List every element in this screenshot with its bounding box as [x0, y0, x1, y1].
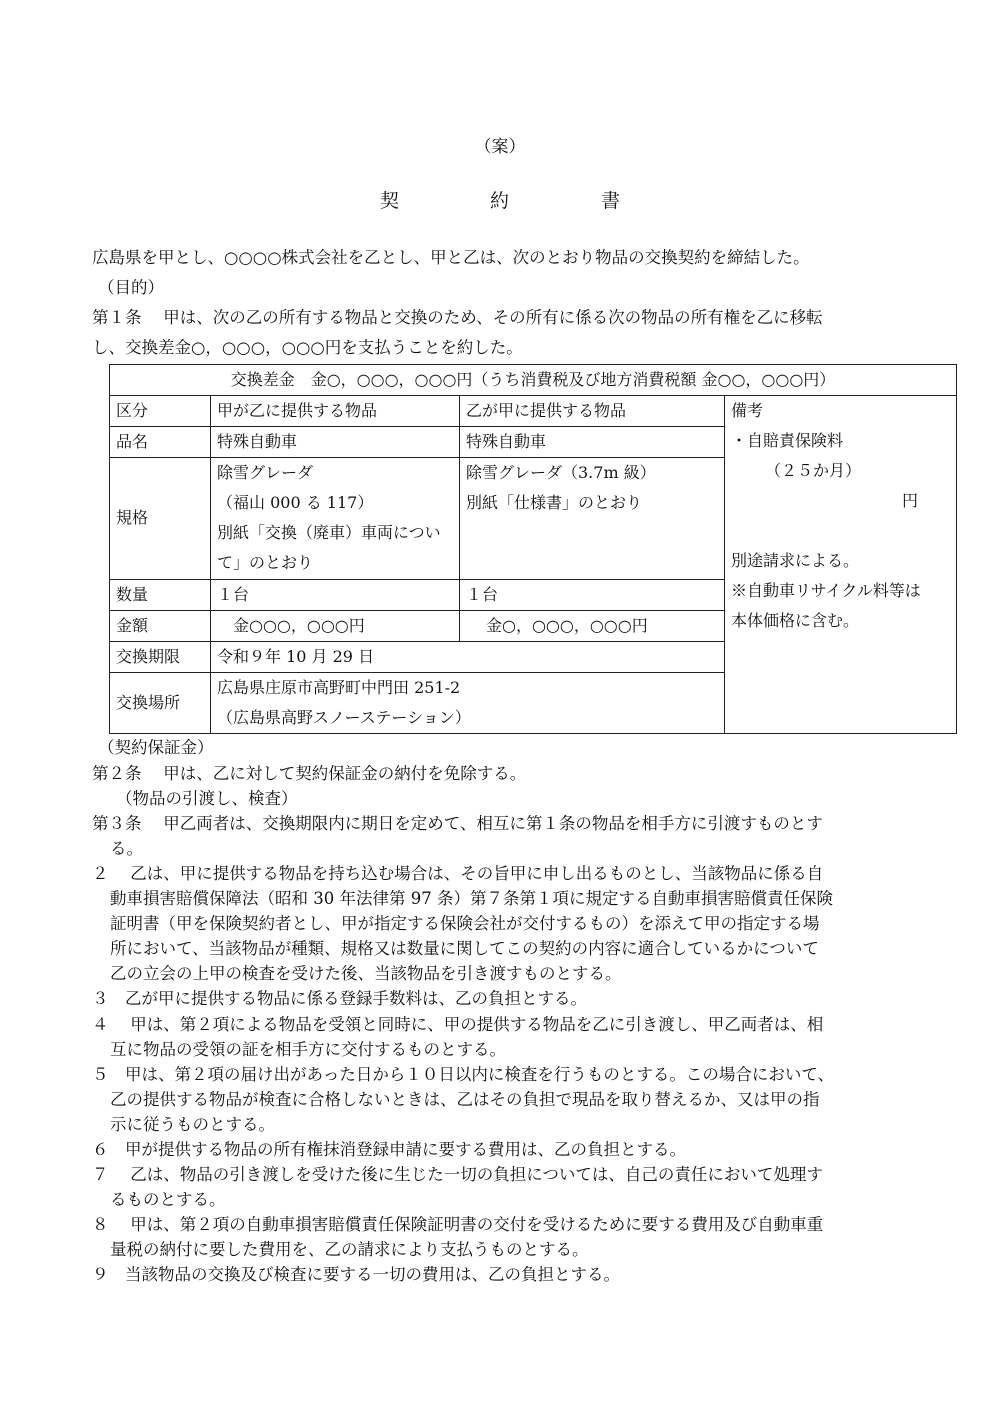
purpose-heading: （目的） [98, 278, 164, 297]
paragraph-6: ６ 甲が提供する物品の所有権抹消登録申請に要する費用は、乙の負担とする。 [92, 1140, 686, 1159]
paragraph-5-line-3: 示に従うものとする。 [110, 1115, 275, 1134]
article-3-line-1: 第３条 甲乙両者は、交換期限内に期日を定めて、相互に第１条の物品を相手方に引渡すものとす [92, 814, 823, 833]
draft-label: （案） [474, 137, 526, 157]
division-label: 区分 [110, 396, 211, 427]
spec-kou-line: て」のとおり [217, 553, 314, 573]
amount-kou: 金○○○，○○○円 [211, 610, 460, 641]
title-char-3: 書 [601, 190, 621, 212]
quantity-kou: １台 [211, 579, 460, 610]
paragraph-5-line-1: ５ 甲は、第２項の届け出があった日から１０日以内に検査を行うものとする。この場合において、 [92, 1065, 835, 1084]
delivery-heading: （物品の引渡し、検査） [116, 789, 298, 808]
article-1-line-2: し、交換差金○，○○○，○○○円を支払うことを約した。 [92, 338, 523, 357]
paragraph-5-line-2: 乙の提供する物品が検査に合格しないときは、乙はその負担で現品を取り替えるか、又は甲の指 [110, 1090, 820, 1109]
paragraph-2-line-3: 証明書（甲を保険契約者とし、甲が指定する保険会社が交付するもの）を添えて甲の指定する場 [110, 914, 820, 933]
remarks-label: 備考 [731, 401, 764, 421]
exchange-difference-header: 交換差金 金○，○○○，○○○円（うち消費税及び地方消費税額 金○○，○○○円） [110, 365, 957, 396]
amount-label: 金額 [110, 610, 211, 641]
name-otsu: 特殊自動車 [460, 427, 725, 458]
remarks-billing: 別途請求による。 [731, 551, 860, 571]
spec-kou-line: 別紙「交換（廃車）車両につい [217, 523, 441, 543]
period-label: 交換期限 [110, 641, 211, 672]
spec-label: 規格 [110, 458, 211, 579]
title-char-1: 契 [380, 190, 400, 212]
paragraph-4-line-2: 互に物品の受領の証を相手方に交付するものとする。 [110, 1040, 506, 1059]
otsu-to-kou-label: 乙が甲に提供する物品 [460, 396, 725, 427]
remarks-cell [725, 396, 957, 734]
exchange-table [109, 364, 957, 734]
period-value: 令和９年 10 月 29 日 [211, 641, 725, 672]
paragraph-2-line-2: 動車損害賠償保障法（昭和 30 年法律第 97 条）第７条第１項に規定する自動車損害賠償責任保険 [110, 889, 833, 908]
remarks-included: 本体価格に含む。 [731, 611, 860, 631]
paragraph-8-line-2: 量税の納付に要した費用を、乙の請求により支払うものとする。 [110, 1240, 589, 1259]
amount-otsu: 金○，○○○，○○○円 [460, 610, 725, 641]
spec-kou-line: （福山 000 る 117） [217, 493, 374, 513]
remarks-insurance: ・自賠責保険料 [731, 431, 844, 451]
title-char-2: 約 [490, 190, 510, 212]
article-3-line-2: る。 [110, 839, 143, 858]
place-value [211, 672, 725, 733]
paragraph-7-line-1: ７ 乙は、物品の引き渡しを受けた後に生じた一切の負担については、自己の責任において処理す [92, 1165, 823, 1184]
remarks-months: （２５か月） [765, 461, 862, 481]
remarks-yen: 円 [901, 491, 918, 511]
place-station: （広島県高野スノーステーション） [217, 707, 471, 727]
quantity-label: 数量 [110, 579, 211, 610]
spec-otsu-line: 別紙「仕様書」のとおり [466, 493, 643, 513]
spec-kou [211, 458, 460, 579]
name-label: 品名 [110, 427, 211, 458]
place-label: 交換場所 [110, 672, 211, 733]
paragraph-2-line-1: ２ 乙は、甲に提供する物品を持ち込む場合は、その旨甲に申し出るものとし、当該物品に係る自 [92, 864, 824, 883]
deposit-heading: （契約保証金） [98, 738, 214, 757]
kou-to-otsu-label: 甲が乙に提供する物品 [211, 396, 460, 427]
article-1-line-1: 第１条 甲は、次の乙の所有する物品と交換のため、その所有に係る次の物品の所有権を乙に移転 [92, 308, 823, 327]
paragraph-4-line-1: ４ 甲は、第２項による物品を受領と同時に、甲の提供する物品を乙に引き渡し、甲乙両者は、相 [92, 1015, 824, 1034]
remarks-spacer [731, 516, 950, 546]
place-address: 広島県庄原市高野町中門田 251-2 [217, 677, 461, 697]
quantity-otsu: １台 [460, 579, 725, 610]
spec-otsu [460, 458, 725, 579]
paragraph-9: ９ 当該物品の交換及び検査に要する一切の費用は、乙の負担とする。 [92, 1265, 620, 1284]
paragraph-7-line-2: るものとする。 [110, 1190, 226, 1209]
remarks-recycle: ※自動車リサイクル料等は [731, 581, 921, 601]
paragraph-2-line-4: 所において、当該物品が種類、規格又は数量に関してこの契約の内容に適合しているかについて [110, 939, 819, 958]
paragraph-3: ３ 乙が甲に提供する物品に係る登録手数料は、乙の負担とする。 [92, 989, 587, 1008]
spec-kou-line: 除雪グレーダ [217, 463, 314, 483]
spec-otsu-line: 除雪グレーダ（3.7m 級） [466, 463, 656, 483]
paragraph-2-line-5: 乙の立会の上甲の検査を受けた後、当該物品を引き渡すものとする。 [110, 964, 622, 983]
intro-paragraph: 広島県を甲とし、○○○○株式会社を乙とし、甲と乙は、次のとおり物品の交換契約を締結した。 [92, 248, 810, 267]
name-kou: 特殊自動車 [211, 427, 460, 458]
paragraph-8-line-1: ８ 甲は、第２項の自動車損害賠償責任保険証明書の交付を受けるために要する費用及び自動車重 [92, 1215, 824, 1234]
article-2: 第２条 甲は、乙に対して契約保証金の納付を免除する。 [92, 764, 527, 783]
